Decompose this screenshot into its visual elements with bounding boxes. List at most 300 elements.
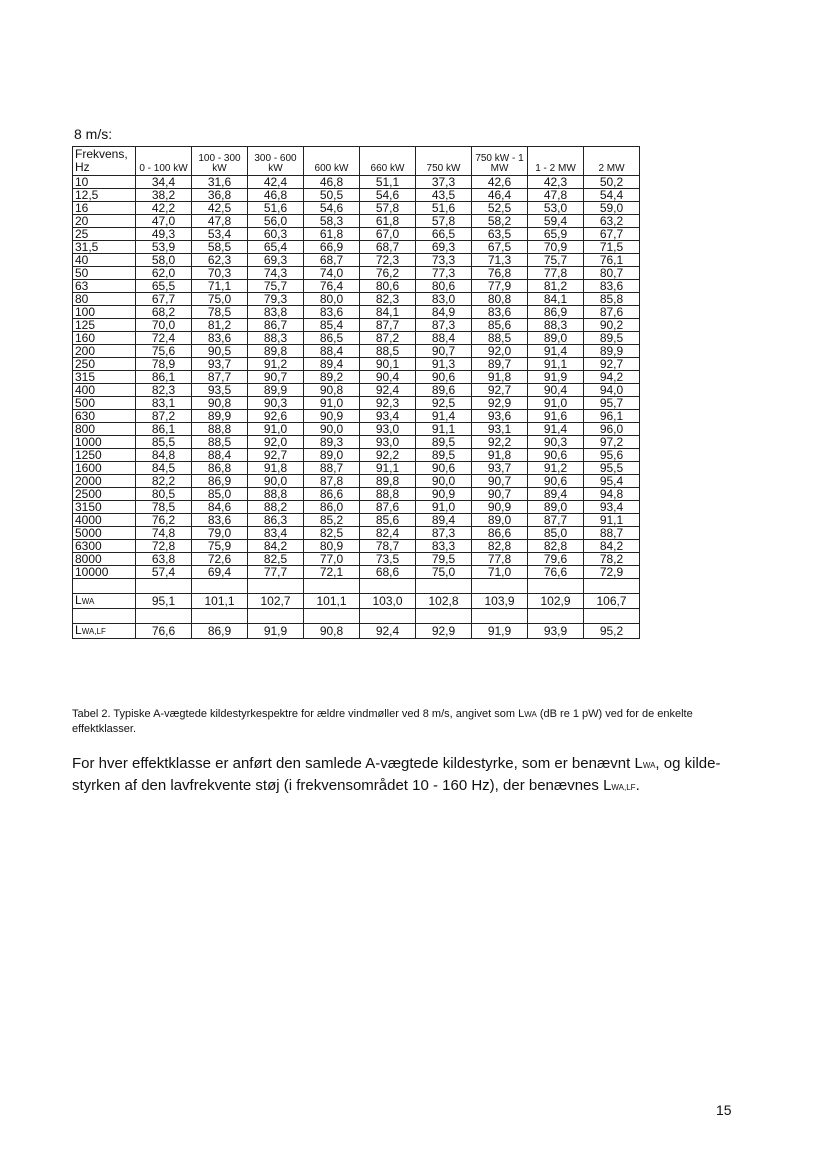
frequency-cell: 40 — [73, 254, 136, 267]
value-cell: 90,3 — [248, 397, 304, 410]
value-cell: 90,2 — [584, 319, 640, 332]
column-header: 660 kW — [360, 147, 416, 176]
value-cell: 87,2 — [360, 332, 416, 345]
value-cell: 34,4 — [136, 176, 192, 189]
value-cell: 58,3 — [304, 215, 360, 228]
value-cell: 90,6 — [528, 449, 584, 462]
value-cell: 90,0 — [304, 423, 360, 436]
value-cell: 101,1 — [192, 594, 248, 609]
frequency-cell: 2500 — [73, 488, 136, 501]
value-cell: 90,5 — [192, 345, 248, 358]
value-cell: 92,4 — [360, 384, 416, 397]
value-cell: 88,4 — [304, 345, 360, 358]
value-cell: 84,9 — [416, 306, 472, 319]
value-cell: 83,3 — [416, 540, 472, 553]
value-cell: 93,7 — [472, 462, 528, 475]
value-cell: 89,8 — [360, 475, 416, 488]
value-cell: 68,7 — [360, 241, 416, 254]
value-cell: 88,7 — [584, 527, 640, 540]
paragraph-text: . — [635, 777, 640, 794]
value-cell: 80,7 — [584, 267, 640, 280]
value-cell: 69,4 — [192, 566, 248, 579]
caption-subscript: WA — [524, 710, 537, 719]
empty-cell — [528, 609, 584, 624]
value-cell: 85,8 — [584, 293, 640, 306]
value-cell: 89,5 — [584, 332, 640, 345]
value-cell: 94,0 — [584, 384, 640, 397]
value-cell: 58,0 — [136, 254, 192, 267]
value-cell: 93,0 — [360, 423, 416, 436]
value-cell: 60,3 — [248, 228, 304, 241]
value-cell: 102,8 — [416, 594, 472, 609]
frequency-cell: 80 — [73, 293, 136, 306]
value-cell: 31,6 — [192, 176, 248, 189]
lwa-row — [73, 594, 640, 609]
paragraph-text: , og kilde-styrken af den lavfrekvente støj (i frekvensområdet 10 - 160 Hz), der benævnes L — [72, 755, 721, 794]
frequency-cell: 10000 — [73, 566, 136, 579]
value-cell: 61,8 — [360, 215, 416, 228]
frequency-header: Frekvens, Hz — [73, 147, 136, 176]
value-cell: 81,2 — [192, 319, 248, 332]
value-cell: 54,4 — [584, 189, 640, 202]
value-cell: 89,8 — [248, 345, 304, 358]
empty-cell — [584, 609, 640, 624]
table-row — [73, 527, 640, 540]
value-cell: 89,7 — [472, 358, 528, 371]
table-row — [73, 241, 640, 254]
value-cell: 69,3 — [248, 254, 304, 267]
value-cell: 54,6 — [360, 189, 416, 202]
value-cell: 89,0 — [528, 501, 584, 514]
value-cell: 87,3 — [416, 527, 472, 540]
value-cell: 93,1 — [472, 423, 528, 436]
value-cell: 89,9 — [248, 384, 304, 397]
value-cell: 51,6 — [248, 202, 304, 215]
table-row — [73, 215, 640, 228]
frequency-cell: 3150 — [73, 501, 136, 514]
value-cell: 83,6 — [192, 514, 248, 527]
value-cell: 90,1 — [360, 358, 416, 371]
value-cell: 82,4 — [360, 527, 416, 540]
value-cell: 87,6 — [360, 501, 416, 514]
value-cell: 93,0 — [360, 436, 416, 449]
value-cell: 85,5 — [136, 436, 192, 449]
value-cell: 88,4 — [416, 332, 472, 345]
value-cell: 87,7 — [360, 319, 416, 332]
spacer-row — [73, 609, 640, 624]
value-cell: 36,8 — [192, 189, 248, 202]
value-cell: 53,9 — [136, 241, 192, 254]
value-cell: 103,0 — [360, 594, 416, 609]
value-cell: 84,2 — [584, 540, 640, 553]
table-row — [73, 384, 640, 397]
empty-cell — [304, 579, 360, 594]
frequency-cell: 1000 — [73, 436, 136, 449]
frequency-cell: 315 — [73, 371, 136, 384]
table-row — [73, 553, 640, 566]
value-cell: 63,5 — [472, 228, 528, 241]
value-cell: 91,0 — [304, 397, 360, 410]
value-cell: 50,5 — [304, 189, 360, 202]
value-cell: 65,4 — [248, 241, 304, 254]
value-cell: 91,1 — [528, 358, 584, 371]
value-cell: 92,0 — [472, 345, 528, 358]
value-cell: 77,8 — [528, 267, 584, 280]
value-cell: 76,2 — [360, 267, 416, 280]
table-row — [73, 397, 640, 410]
lwa-row-label — [73, 594, 136, 609]
value-cell: 77,3 — [416, 267, 472, 280]
value-cell: 90,8 — [192, 397, 248, 410]
value-cell: 68,2 — [136, 306, 192, 319]
value-cell: 72,9 — [584, 566, 640, 579]
label-main: L — [75, 623, 82, 637]
value-cell: 46,8 — [304, 176, 360, 189]
value-cell: 86,9 — [192, 475, 248, 488]
value-cell: 90,4 — [528, 384, 584, 397]
value-cell: 74,8 — [136, 527, 192, 540]
value-cell: 89,4 — [304, 358, 360, 371]
frequency-cell: 250 — [73, 358, 136, 371]
value-cell: 96,0 — [584, 423, 640, 436]
value-cell: 82,8 — [472, 540, 528, 553]
value-cell: 63,8 — [136, 553, 192, 566]
value-cell: 92,5 — [416, 397, 472, 410]
frequency-cell: 20 — [73, 215, 136, 228]
table-row — [73, 475, 640, 488]
table-row — [73, 449, 640, 462]
value-cell: 70,9 — [528, 241, 584, 254]
table-row — [73, 488, 640, 501]
value-cell: 58,5 — [192, 241, 248, 254]
frequency-cell: 1600 — [73, 462, 136, 475]
value-cell: 92,6 — [248, 410, 304, 423]
value-cell: 43,5 — [416, 189, 472, 202]
value-cell: 57,8 — [416, 215, 472, 228]
empty-cell — [136, 609, 192, 624]
value-cell: 90,4 — [360, 371, 416, 384]
value-cell: 84,8 — [136, 449, 192, 462]
value-cell: 72,8 — [136, 540, 192, 553]
paragraph-subscript: WA — [642, 761, 656, 770]
frequency-cell: 160 — [73, 332, 136, 345]
table-body — [73, 176, 640, 639]
value-cell: 89,0 — [304, 449, 360, 462]
value-cell: 46,8 — [248, 189, 304, 202]
table-row — [73, 540, 640, 553]
value-cell: 76,2 — [136, 514, 192, 527]
value-cell: 83,1 — [136, 397, 192, 410]
table-header-row — [73, 147, 640, 176]
value-cell: 71,1 — [192, 280, 248, 293]
value-cell: 91,2 — [248, 358, 304, 371]
value-cell: 52,5 — [472, 202, 528, 215]
value-cell: 92,0 — [248, 436, 304, 449]
empty-cell — [360, 609, 416, 624]
value-cell: 90,0 — [248, 475, 304, 488]
value-cell: 74,3 — [248, 267, 304, 280]
value-cell: 92,3 — [360, 397, 416, 410]
value-cell: 89,9 — [584, 345, 640, 358]
column-header: 0 - 100 kW — [136, 147, 192, 176]
value-cell: 86,1 — [136, 423, 192, 436]
table-row — [73, 293, 640, 306]
value-cell: 86,9 — [528, 306, 584, 319]
value-cell: 90,7 — [472, 475, 528, 488]
value-cell: 62,3 — [192, 254, 248, 267]
value-cell: 59,4 — [528, 215, 584, 228]
column-header: 750 kW - 1 MW — [472, 147, 528, 176]
value-cell: 79,0 — [192, 527, 248, 540]
value-cell: 103,9 — [472, 594, 528, 609]
lwalf-row — [73, 624, 640, 639]
value-cell: 76,6 — [136, 624, 192, 639]
table-row — [73, 254, 640, 267]
value-cell: 68,6 — [360, 566, 416, 579]
value-cell: 85,6 — [360, 514, 416, 527]
value-cell: 73,5 — [360, 553, 416, 566]
value-cell: 95,6 — [584, 449, 640, 462]
value-cell: 86,3 — [248, 514, 304, 527]
value-cell: 38,2 — [136, 189, 192, 202]
value-cell: 66,9 — [304, 241, 360, 254]
value-cell: 72,3 — [360, 254, 416, 267]
value-cell: 91,4 — [416, 410, 472, 423]
empty-cell — [136, 579, 192, 594]
value-cell: 88,7 — [304, 462, 360, 475]
value-cell: 88,8 — [192, 423, 248, 436]
value-cell: 88,3 — [248, 332, 304, 345]
value-cell: 94,8 — [584, 488, 640, 501]
empty-cell — [248, 579, 304, 594]
frequency-cell: 630 — [73, 410, 136, 423]
value-cell: 79,3 — [248, 293, 304, 306]
value-cell: 37,3 — [416, 176, 472, 189]
value-cell: 91,3 — [416, 358, 472, 371]
value-cell: 72,1 — [304, 566, 360, 579]
value-cell: 91,9 — [472, 624, 528, 639]
value-cell: 80,9 — [304, 540, 360, 553]
value-cell: 91,0 — [416, 501, 472, 514]
table-row — [73, 319, 640, 332]
table-row — [73, 202, 640, 215]
value-cell: 93,7 — [192, 358, 248, 371]
frequency-cell: 125 — [73, 319, 136, 332]
value-cell: 91,9 — [528, 371, 584, 384]
column-header: 100 - 300 kW — [192, 147, 248, 176]
value-cell: 93,4 — [360, 410, 416, 423]
frequency-cell: 16 — [73, 202, 136, 215]
frequency-cell: 1250 — [73, 449, 136, 462]
frequency-cell: 100 — [73, 306, 136, 319]
value-cell: 102,9 — [528, 594, 584, 609]
value-cell: 89,5 — [416, 436, 472, 449]
value-cell: 42,3 — [528, 176, 584, 189]
column-header: 600 kW — [304, 147, 360, 176]
value-cell: 83,0 — [416, 293, 472, 306]
empty-cell — [416, 579, 472, 594]
lwalf-row-label — [73, 624, 136, 639]
value-cell: 91,4 — [528, 345, 584, 358]
value-cell: 78,7 — [360, 540, 416, 553]
caption-text: Tabel 2. Typiske A-vægtede kildestyrkespektre for ældre vindmøller ved 8 m/s, angivet som L — [72, 708, 525, 720]
frequency-cell: 4000 — [73, 514, 136, 527]
value-cell: 42,5 — [192, 202, 248, 215]
value-cell: 88,3 — [528, 319, 584, 332]
value-cell: 88,5 — [192, 436, 248, 449]
value-cell: 102,7 — [248, 594, 304, 609]
value-cell: 83,6 — [472, 306, 528, 319]
value-cell: 76,1 — [584, 254, 640, 267]
value-cell: 77,0 — [304, 553, 360, 566]
value-cell: 87,8 — [304, 475, 360, 488]
value-cell: 90,8 — [304, 624, 360, 639]
value-cell: 86,8 — [192, 462, 248, 475]
label-subscript: WA,LF — [81, 627, 106, 636]
value-cell: 75,7 — [528, 254, 584, 267]
value-cell: 84,2 — [248, 540, 304, 553]
value-cell: 88,5 — [360, 345, 416, 358]
value-cell: 82,8 — [528, 540, 584, 553]
value-cell: 95,2 — [584, 624, 640, 639]
value-cell: 56,0 — [248, 215, 304, 228]
frequency-cell: 25 — [73, 228, 136, 241]
value-cell: 42,2 — [136, 202, 192, 215]
value-cell: 84,6 — [192, 501, 248, 514]
value-cell: 75,0 — [192, 293, 248, 306]
value-cell: 83,6 — [304, 306, 360, 319]
value-cell: 67,7 — [584, 228, 640, 241]
value-cell: 47,8 — [192, 215, 248, 228]
value-cell: 91,8 — [472, 449, 528, 462]
value-cell: 93,6 — [472, 410, 528, 423]
value-cell: 101,1 — [304, 594, 360, 609]
value-cell: 63,2 — [584, 215, 640, 228]
value-cell: 87,6 — [584, 306, 640, 319]
section-heading: 8 m/s: — [74, 126, 113, 142]
value-cell: 90,7 — [248, 371, 304, 384]
value-cell: 89,9 — [192, 410, 248, 423]
empty-cell — [73, 579, 136, 594]
value-cell: 83,4 — [248, 527, 304, 540]
value-cell: 57,4 — [136, 566, 192, 579]
value-cell: 93,4 — [584, 501, 640, 514]
value-cell: 78,5 — [192, 306, 248, 319]
value-cell: 92,9 — [472, 397, 528, 410]
column-header: 300 - 600 kW — [248, 147, 304, 176]
table-row — [73, 566, 640, 579]
value-cell: 91,0 — [528, 397, 584, 410]
value-cell: 92,7 — [584, 358, 640, 371]
value-cell: 91,1 — [360, 462, 416, 475]
value-cell: 85,2 — [304, 514, 360, 527]
value-cell: 96,1 — [584, 410, 640, 423]
value-cell: 51,1 — [360, 176, 416, 189]
empty-cell — [192, 609, 248, 624]
value-cell: 73,3 — [416, 254, 472, 267]
value-cell: 66,5 — [416, 228, 472, 241]
frequency-cell: 2000 — [73, 475, 136, 488]
table-row — [73, 501, 640, 514]
table-row — [73, 514, 640, 527]
value-cell: 72,4 — [136, 332, 192, 345]
frequency-cell: 50 — [73, 267, 136, 280]
empty-cell — [73, 609, 136, 624]
value-cell: 82,3 — [136, 384, 192, 397]
value-cell: 92,7 — [472, 384, 528, 397]
value-cell: 90,9 — [304, 410, 360, 423]
value-cell: 47,0 — [136, 215, 192, 228]
value-cell: 75,6 — [136, 345, 192, 358]
frequency-cell: 63 — [73, 280, 136, 293]
value-cell: 90,6 — [416, 462, 472, 475]
value-cell: 91,4 — [528, 423, 584, 436]
value-cell: 85,0 — [192, 488, 248, 501]
value-cell: 68,7 — [304, 254, 360, 267]
value-cell: 86,0 — [304, 501, 360, 514]
value-cell: 89,4 — [416, 514, 472, 527]
column-header: 2 MW — [584, 147, 640, 176]
value-cell: 92,9 — [416, 624, 472, 639]
value-cell: 51,6 — [416, 202, 472, 215]
body-paragraph — [72, 754, 752, 798]
value-cell: 89,3 — [304, 436, 360, 449]
value-cell: 97,2 — [584, 436, 640, 449]
value-cell: 82,5 — [248, 553, 304, 566]
value-cell: 78,5 — [136, 501, 192, 514]
paragraph-text: For hver effektklasse er anført den samlede A-vægtede kildestyrke, som er benævnt L — [72, 755, 643, 772]
value-cell: 91,1 — [416, 423, 472, 436]
value-cell: 89,2 — [304, 371, 360, 384]
value-cell: 89,4 — [528, 488, 584, 501]
value-cell: 80,0 — [304, 293, 360, 306]
value-cell: 87,7 — [192, 371, 248, 384]
value-cell: 90,7 — [416, 345, 472, 358]
value-cell: 72,6 — [192, 553, 248, 566]
value-cell: 71,3 — [472, 254, 528, 267]
value-cell: 81,2 — [528, 280, 584, 293]
frequency-cell: 31,5 — [73, 241, 136, 254]
value-cell: 90,9 — [472, 501, 528, 514]
value-cell: 91,9 — [248, 624, 304, 639]
value-cell: 86,9 — [192, 624, 248, 639]
value-cell: 80,6 — [416, 280, 472, 293]
table-row — [73, 267, 640, 280]
value-cell: 76,8 — [472, 267, 528, 280]
frequency-cell: 12,5 — [73, 189, 136, 202]
value-cell: 65,5 — [136, 280, 192, 293]
value-cell: 50,2 — [584, 176, 640, 189]
value-cell: 80,5 — [136, 488, 192, 501]
value-cell: 42,6 — [472, 176, 528, 189]
value-cell: 87,3 — [416, 319, 472, 332]
frequency-cell: 500 — [73, 397, 136, 410]
value-cell: 89,0 — [528, 332, 584, 345]
value-cell: 80,6 — [360, 280, 416, 293]
value-cell: 90,6 — [416, 371, 472, 384]
value-cell: 91,8 — [248, 462, 304, 475]
value-cell: 94,2 — [584, 371, 640, 384]
value-cell: 90,0 — [416, 475, 472, 488]
caption-text: (dB re 1 pW) ved for de enkelte effektklasser. — [72, 708, 693, 735]
value-cell: 47,8 — [528, 189, 584, 202]
value-cell: 85,0 — [528, 527, 584, 540]
value-cell: 59,0 — [584, 202, 640, 215]
value-cell: 75,7 — [248, 280, 304, 293]
value-cell: 89,6 — [416, 384, 472, 397]
value-cell: 85,6 — [472, 319, 528, 332]
value-cell: 67,0 — [360, 228, 416, 241]
